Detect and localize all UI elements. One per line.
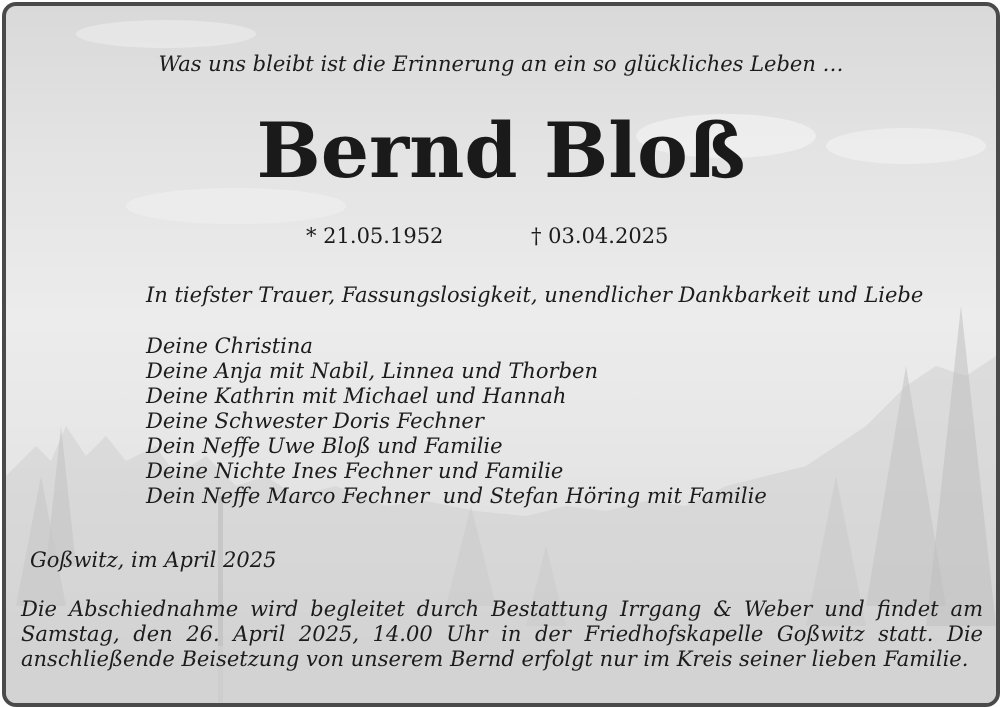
mourner-line: Deine Nichte Ines Fechner und Familie (146, 459, 564, 483)
mourner-line: Deine Schwester Doris Fechner (146, 409, 484, 433)
mourner-line: Dein Neffe Marco Fechner und Stefan Höring mit Familie (146, 484, 767, 508)
motto-text: Was uns bleibt ist die Erinnerung an ein so glückliches Leben … (158, 52, 844, 76)
deceased-name: Bernd Bloß (256, 106, 746, 195)
mourner-line: Deine Kathrin mit Michael und Hannah (146, 384, 567, 408)
death-date: † 03.04.2025 (531, 224, 669, 248)
obituary-card (2, 2, 1000, 707)
mourner-line: Dein Neffe Uwe Bloß und Familie (146, 434, 503, 458)
mourner-line: Deine Christina (146, 334, 313, 358)
mourner-line: Deine Anja mit Nabil, Linnea und Thorben (146, 359, 598, 383)
mourners-list (146, 334, 767, 509)
birth-date: * 21.05.1952 (306, 224, 444, 248)
place-and-date: Goßwitz, im April 2025 (30, 548, 277, 572)
mourning-intro: In tiefster Trauer, Fassungslosigkeit, unendlicher Dankbarkeit und Liebe (146, 283, 924, 307)
funeral-notice: Die Abschiednahme wird begleitet durch Bestattung Irrgang & Weber und findet am Samstag, den 26. April 2025, 14.00 Uhr in der Friedhofskapelle Goßwitz statt. Die anschließende Beisetzung von unserem Bernd erfolgt nur im Kreis seiner lieben Familie. (21, 597, 983, 671)
